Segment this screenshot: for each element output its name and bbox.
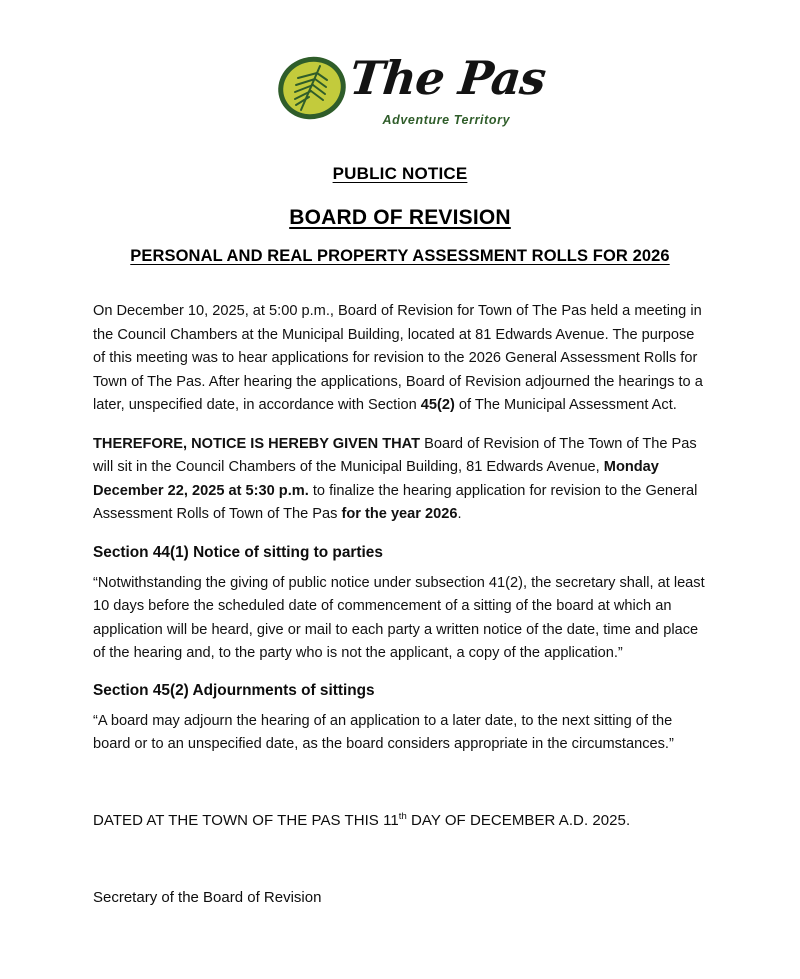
leaf-oval-icon — [270, 49, 352, 127]
paragraph-2-text-a: Board of Revision of The Town of The Pas will sit in the Council Chambers of the Municipal Building, 81 Edwards Avenue, — [93, 435, 697, 475]
paragraph-2-bold-datetime: Monday December 22, 2025 at 5:30 p.m. — [93, 459, 659, 499]
paragraph-1-text-b: of The Municipal Assessment Act. — [454, 397, 677, 413]
paragraph-notice-given — [93, 433, 708, 527]
paragraph-1-text-a: On December 10, 2025, at 5:00 p.m., Board of Revision for Town of The Pas held a meeting in the Council Chambers at the Municipal Building, located at 81 Edwards Avenue. The purpose of this meeting was to hear applications for revision to the 2026 General Assessment Rolls for Town of The Pas. After hearing the applications, Board of Revision adjourned the hearings to a later, unspecified date, in accordance with Section — [93, 303, 703, 413]
logo-wordmark: The Pas — [346, 51, 548, 105]
logo-inner — [278, 51, 548, 150]
paragraph-2-text-c: . — [457, 506, 462, 522]
paragraph-meeting-summary — [93, 300, 708, 418]
paragraph-2-bold-year: for the year 2026 — [341, 506, 458, 522]
paragraph-1-bold-section: 45(2) — [420, 397, 455, 413]
spruce-tree-icon — [290, 64, 334, 112]
dated-line — [93, 812, 630, 829]
heading-assessment-rolls: PERSONAL AND REAL PROPERTY ASSESSMENT ROLLS FOR 2026 — [130, 247, 670, 265]
document-body — [93, 300, 708, 771]
dated-ordinal-suffix: th — [398, 811, 407, 822]
paragraph-2-text-b: to finalize the hearing application for revision to the General Assessment Rolls of Town of The Pas — [93, 482, 698, 522]
heading-section-45: Section 45(2) Adjournments of sittings — [93, 681, 375, 699]
heading-board-of-revision: BOARD OF REVISION — [289, 206, 511, 229]
town-of-the-pas-logo — [0, 51, 800, 150]
dated-prefix: DATED AT THE TOWN OF THE PAS THIS 11 — [93, 812, 399, 829]
document-headings — [0, 164, 800, 266]
quote-section-44: “Notwithstanding the giving of public notice under subsection 41(2), the secretary shall, at least 10 days before the scheduled date of commencement of a sitting of the board at which an application will be heard, give or mail to each party a written notice of the date, time and place of the hearing and, to the party who is not the applicant, a copy of the application.” — [93, 574, 705, 661]
dated-suffix: DAY OF DECEMBER A.D. 2025. — [406, 812, 631, 829]
signature-line: Secretary of the Board of Revision — [93, 889, 322, 906]
quote-section-45: “A board may adjourn the hearing of an application to a later date, to the next sitting of the board or to an unspecified date, as the board considers appropriate in the circumstances.” — [93, 712, 674, 752]
heading-public-notice: PUBLIC NOTICE — [332, 164, 468, 183]
logo-tagline: Adventure Territory — [382, 113, 511, 127]
heading-section-44: Section 44(1) Notice of sitting to parties — [93, 543, 383, 561]
paragraph-2-bold-lead: THEREFORE, NOTICE IS HEREBY GIVEN THAT — [93, 435, 421, 452]
